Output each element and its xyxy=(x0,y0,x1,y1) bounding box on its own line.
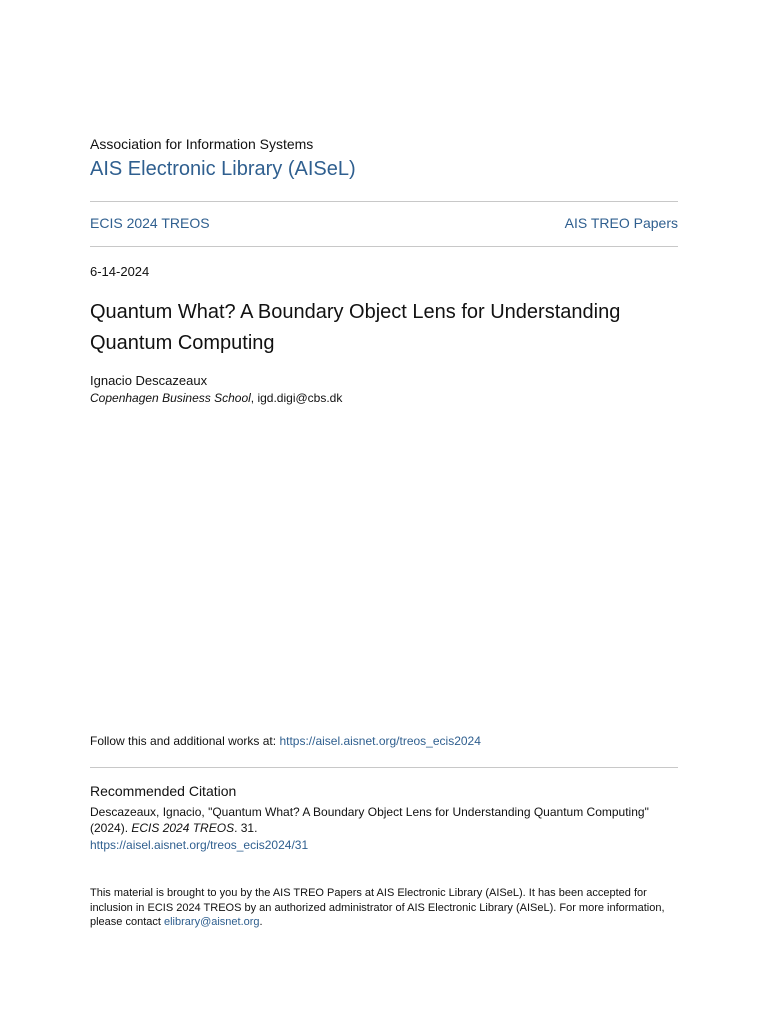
divider-top xyxy=(90,201,678,202)
paper-title: Quantum What? A Boundary Object Lens for Understanding Quantum Computing xyxy=(90,301,621,354)
follow-label: Follow this and additional works at: xyxy=(90,734,280,748)
cover-page xyxy=(90,0,678,1024)
divider-citation xyxy=(90,767,678,768)
collection-link-treo-papers[interactable]: AIS TREO Papers xyxy=(564,215,678,231)
follow-link[interactable]: https://aisel.aisnet.org/treos_ecis2024 xyxy=(279,734,481,748)
collection-link-ecis-treos[interactable]: ECIS 2024 TREOS xyxy=(90,215,210,231)
citation-main: Descazeaux, Ignacio, "Quantum What? A Boundary Object Lens for Understanding Quantum Computing" (2024). xyxy=(90,805,649,835)
author-institution: Copenhagen Business School xyxy=(90,391,251,405)
citation-url-line xyxy=(90,838,308,852)
author-name: Ignacio Descazeaux xyxy=(90,373,208,388)
publication-date: 6-14-2024 xyxy=(90,264,150,279)
divider-nav xyxy=(90,246,678,247)
library-link[interactable]: AIS Electronic Library (AISeL) xyxy=(90,158,356,180)
author-affiliation xyxy=(90,391,342,405)
author-email: igd.digi@cbs.dk xyxy=(257,391,343,405)
association-name: Association for Information Systems xyxy=(90,136,314,152)
citation-suffix: . 31. xyxy=(234,821,258,835)
affiliation-separator: , xyxy=(250,391,258,405)
footer-text: This material is brought to you by the AIS TREO Papers at AIS Electronic Library (AISeL). It has been accepted for inclusion in ECIS 2024 TREOS by an authorized administrator of AIS Electronic Library (AISeL). For more information, please contact xyxy=(90,887,665,928)
footer-note xyxy=(90,886,678,930)
collection-nav xyxy=(90,215,678,231)
citation-text xyxy=(90,804,678,836)
citation-link[interactable]: https://aisel.aisnet.org/treos_ecis2024/31 xyxy=(90,838,309,852)
citation-heading: Recommended Citation xyxy=(90,783,237,799)
contact-email-link[interactable]: elibrary@aisnet.org xyxy=(164,916,260,928)
follow-line xyxy=(90,734,481,748)
footer-end: . xyxy=(259,916,263,928)
citation-venue: ECIS 2024 TREOS xyxy=(131,821,235,835)
